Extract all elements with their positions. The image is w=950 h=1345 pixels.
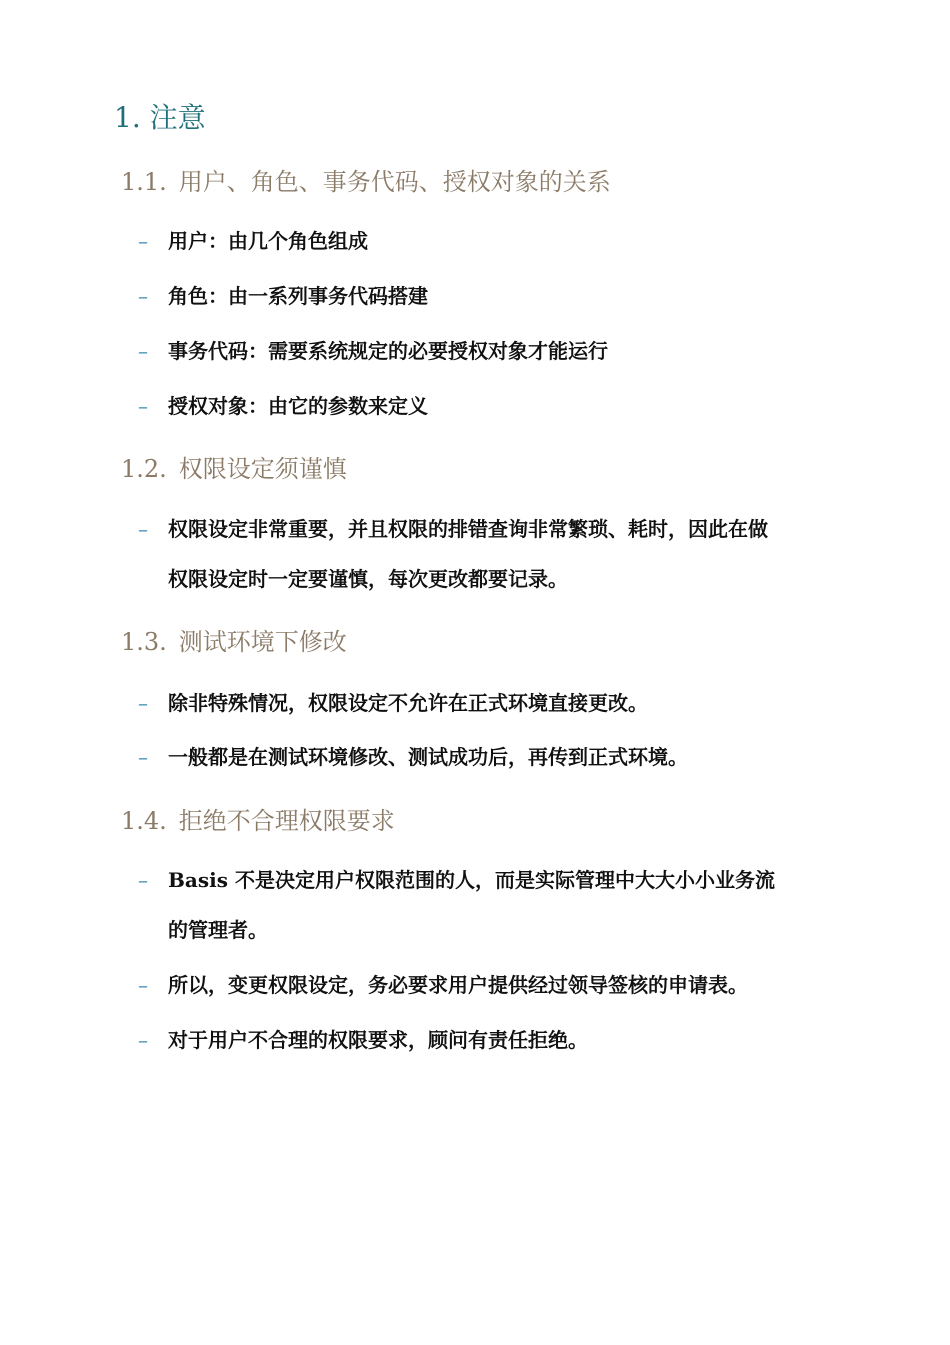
subsection-heading-1-2 bbox=[121, 452, 347, 486]
list-item-line: 权限设定时一定要谨慎，每次更改都要记录。 bbox=[168, 567, 568, 591]
subsection-heading-1-3 bbox=[121, 625, 347, 659]
subsection-number: 1.2. bbox=[121, 455, 167, 483]
list-item-line: 权限设定非常重要，并且权限的排错查询非常繁琐、耗时，因此在做 bbox=[168, 517, 768, 541]
list-item bbox=[138, 688, 848, 718]
subsection-title: 权限设定须谨慎 bbox=[178, 455, 347, 483]
list-item-text: 用户：由几个角色组成 bbox=[168, 229, 368, 253]
bullet-dash: – bbox=[138, 229, 148, 253]
subsection-title: 测试环境下修改 bbox=[178, 628, 347, 656]
list-item-text: 事务代码：需要系统规定的必要授权对象才能运行 bbox=[168, 339, 608, 363]
section-number: 1. bbox=[114, 101, 141, 134]
bullet-dash: – bbox=[138, 691, 148, 715]
subsection-heading-1-1 bbox=[121, 165, 611, 199]
bullet-dash: – bbox=[138, 517, 148, 541]
subsection-heading-1-4 bbox=[121, 804, 395, 838]
list-item bbox=[138, 391, 848, 421]
list-item bbox=[138, 281, 848, 311]
subsection-number: 1.4. bbox=[121, 807, 167, 835]
list-item-text: 一般都是在测试环境修改、测试成功后，再传到正式环境。 bbox=[168, 745, 688, 769]
section-heading bbox=[114, 98, 206, 138]
bullet-dash: – bbox=[138, 339, 148, 363]
list-item bbox=[138, 336, 848, 366]
subsection-number: 1.3. bbox=[121, 628, 167, 656]
subsection-title: 拒绝不合理权限要求 bbox=[178, 807, 395, 835]
bullet-dash: – bbox=[138, 868, 148, 892]
bullet-dash: – bbox=[138, 284, 148, 308]
list-item bbox=[138, 1025, 848, 1055]
subsection-title: 用户、角色、事务代码、授权对象的关系 bbox=[178, 168, 611, 196]
list-item bbox=[138, 504, 848, 604]
list-item-text: 授权对象：由它的参数来定义 bbox=[168, 394, 428, 418]
list-item-line: 的管理者。 bbox=[168, 918, 268, 942]
list-item-text: 对于用户不合理的权限要求，顾问有责任拒绝。 bbox=[168, 1028, 588, 1052]
list-item-text: 角色：由一系列事务代码搭建 bbox=[168, 284, 428, 308]
list-item bbox=[138, 226, 848, 256]
list-item bbox=[138, 970, 848, 1000]
list-item-line: Basis 不是决定用户权限范围的人，而是实际管理中大大小小业务流 bbox=[168, 868, 775, 892]
list-item bbox=[138, 855, 848, 955]
list-item bbox=[138, 742, 848, 772]
list-item-text: 除非特殊情况，权限设定不允许在正式环境直接更改。 bbox=[168, 691, 648, 715]
bullet-dash: – bbox=[138, 973, 148, 997]
list-item-text bbox=[168, 855, 848, 955]
list-item-text: 所以，变更权限设定，务必要求用户提供经过领导签核的申请表。 bbox=[168, 973, 748, 997]
bullet-dash: – bbox=[138, 394, 148, 418]
section-title: 注意 bbox=[149, 101, 206, 134]
bullet-dash: – bbox=[138, 1028, 148, 1052]
subsection-number: 1.1. bbox=[121, 168, 167, 196]
list-item-text bbox=[168, 504, 848, 604]
bullet-dash: – bbox=[138, 745, 148, 769]
